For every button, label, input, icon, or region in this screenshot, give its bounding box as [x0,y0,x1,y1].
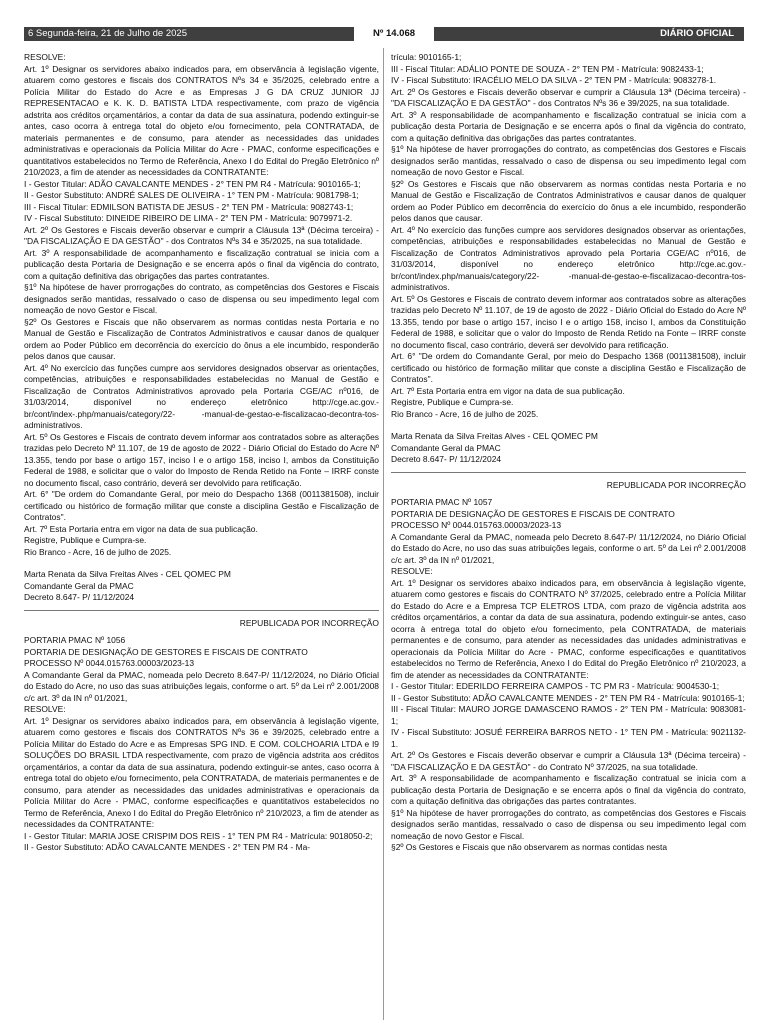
ordinance-title: PORTARIA DE DESIGNAÇÃO DE GESTORES E FISCAIS DE CONTRATO [24,646,308,657]
signature-block [391,431,746,466]
paragraph: Rio Branco - Acre, 16 de julho de 2025. [24,546,172,557]
paragraph: Art. 2º Os Gestores e Fiscais deverão observar e cumprir a Cláusula 13ª (Décima terceira) - "DA FISCALIZAÇÃO E DA GESTÃO" - dos Contratos Nºs 34 e 35/2025, na sua totalidade. [24,224,379,246]
process-number: PROCESSO Nº 0044.015763.00003/2023-13 [391,520,562,530]
paragraph: I - Gestor Titular: MARIA JOSE CRISPIM DOS REIS - 1° TEN PM R4 - Matrícula: 9018050-2; [24,830,373,841]
paragraph: Art. 5º Os Gestores e Fiscais de contrato devem informar aos contratados sobre as alterações trazidas pelo Decreto Nº 11.107, de 19 de agosto de 2022 - Diário Oficial do Estado do Acre Nº 13.355, tendo por base o artigo 157, inciso I e o artigo 158, inciso I, ambos da Constituição Federal de 1988, e solicitar que o valor do Imposto de Renda Retido na Fonte – IRRF conste no documento fiscal, caso contrário, deverá ser devolvido para retificação. [391,293,746,350]
paragraph: I - Gestor Titular: ADÃO CAVALCANTE MENDES - 2° TEN PM R4 - Matrícula: 9010165-1; [24,178,361,189]
signer-decree: Decreto 8.647- P/ 11/12/2024 [391,454,502,464]
process-number: PROCESSO Nº 0044.015763.00003/2023-13 [24,658,195,668]
signer-name: Marta Renata da Silva Freitas Alves - CEL QOMEC PM [24,569,231,579]
paragraph: Art. 4º No exercício das funções cumpre aos servidores designados observar as orientações, competências, atribuições e responsabilidades estabelecidas no Manual de Gestão e Fiscalização de Contratos Administrativos aprovado pela Portaria CGE/AC nº016, de 31/03/2014, disponível no endereço eletrônico http://cge.ac.gov.-br/cont/index.php/manuais/category/22- -manual-de-gestao-e-fiscalizacao-decontra-tos-administrativos. [391,224,746,292]
ordinance-title: PORTARIA DE DESIGNAÇÃO DE GESTORES E FISCAIS DE CONTRATO [391,508,675,519]
signer-role: Comandante Geral da PMAC [391,442,501,453]
paragraph: §1º Na hipótese de haver prorrogações do contrato, as competências dos Gestores e Fiscais designados serão mantidas, ressalvado o caso de dispensa ou seu impedimento legal com nomeação de novo Gestor e Fiscal. [391,807,746,841]
paragraph: Art. 3º A responsabilidade de acompanhamento e fiscalização contratual se inicia com a publicação desta Portaria de Designação e se encerra após o final da vigência do contrato, com a quitação definitiva das obrigações das partes contratantes. [391,109,746,143]
left-column [24,52,379,854]
paragraph: §2º Os Gestores e Fiscais que não observarem as normas contidas nesta Portaria e no Manual de Gestão e Fiscalização de Contratos Administrativos e causar danos de qualquer ordem ao Poder Público em decorrência do exercício do ônus a ele incumbido, responderão pelos danos que causar. [391,178,746,223]
column-divider [383,48,384,1020]
paragraph: §2º Os Gestores e Fiscais que não observarem as normas contidas nesta [391,842,668,852]
paragraph: Art. 7º Esta Portaria entra em vigor na data de sua publicação. [391,385,625,396]
paragraph: Art. 1º Designar os servidores abaixo indicados para, em observância à legislação vigente, atuarem como gestores e fiscais dos CONTRATOS Nºs 34 e 35/2025, celebrado entre a Polícia Militar do Estado do Acre e as Empresas J G DA CRUZ JUNIOR JJ REPRESENTACAO e K. K. D. BATISTA LTDA respectivamente, com prazo de vigência adstrita aos créditos orçamentários, a contar da data de sua assinatura, podendo extinguir-se antes, caso ocorra à entrega total do objeto e/ou fornecimento, pela CONTRATADA, de materiais permanentes e de consumo, para atender as necessidades das unidades administrativas e operacionais da Polícia Militar do Acre - PMAC, conforme especificações e quantitativos estabelecidos no Termo de Referência, Anexo I do Edital do Pregão Eletrônico nº 210/2023, a fim de atender as necessidades da CONTRATANTE: [24,63,379,177]
paragraph: III - Fiscal Titular: EDMILSON BATISTA DE JESUS - 2° TEN PM - Matrícula: 9082743-1; [24,201,354,212]
paragraph: III - Fiscal Titular: MAURO JORGE DAMASCENO RAMOS - 2° TEN PM - Matrícula: 9083081-1; [391,704,746,726]
signer-role: Comandante Geral da PMAC [24,580,134,591]
paragraph: III - Fiscal Titular: ADÁLIO PONTE DE SOUZA - 2° TEN PM - Matrícula: 9082433-1; [391,63,704,74]
journal-title: DIÁRIO OFICIAL [660,28,734,39]
paragraph: Rio Branco - Acre, 16 de julho de 2025. [391,408,539,419]
paragraph: Art. 1º Designar os servidores abaixo indicados para, em observância à legislação vigente, atuarem como gestores e fiscais do CONTRATO Nº 37/2025, celebrado entre a Polícia Militar do Estado do Acre e a Empresa TCP ELETROS LTDA, com prazo de vigência adstrita aos créditos orçamentários, a contar da data de sua assinatura, podendo extinguir-se antes, caso ocorra à entrega total do objeto e/ou fornecimento, pela CONTRATADA, de materiais permanentes e de consumo, para atender as necessidades das unidades administrativas e operacionais da Polícia Militar do Acre - PMAC, conforme especificações e quantitativos estabelecidos no Termo de Referência, Anexo I do Edital do Pregão Eletrônico nº 210/2023, a fim de atender as necessidades da CONTRATANTE: [391,577,746,680]
paragraph: RESOLVE: [391,566,433,576]
paragraph: IV - Fiscal Substituto: IRACÉLIO MELO DA SILVA - 2° TEN PM - Matrícula: 9083278-1. [391,75,717,85]
paragraph: A Comandante Geral da PMAC, nomeada pelo Decreto 8.647-P/ 11/12/2024, no Diário Oficial do Estado do Acre, no uso das suas atribuições legais, conforme o art. 5º da Lei nº 2.001/2008 c/c art. 3º da IN nº 01/2021, [24,669,379,703]
paragraph: IV - Fiscal Substituto: JOSUÉ FERREIRA BARROS NETO - 1° TEN PM - Matrícula: 9021132-1. [391,727,746,749]
paragraph: trícula: 9010165-1; [391,52,462,62]
page-header [24,27,744,41]
paragraph: Registre, Publique e Cumpra-se. [24,535,147,545]
paragraph: Art. 1º Designar os servidores abaixo indicados para, em observância à legislação vigente, atuarem como gestores e fiscais dos CONTRATOS Nºs 36 e 39/2025, celebrado entre a Polícia Militar do Estado do Acre e as Empresas SPG IND. E COM. COLCHOARIA LTDA e I9 SOLUÇÕES DO BRASIL LTDA respectivamente, com prazo de vigência adstrita aos créditos orçamentários, a contar da data de sua assinatura, podendo extinguir-se antes, caso ocorra à entrega total do objeto e/ou fornecimento, pela CONTRATADA, de materiais permanentes e de consumo, para atender as necessidades das unidades administrativas e operacionais da Polícia Militar do Acre - PMAC, conforme especificações e quantitativos estabelecidos no Termo de Referência, Anexo I do Edital do Pregão Eletrônico nº 210/2023, a fim de atender as necessidades da CONTRATANTE: [24,715,379,829]
paragraph: II - Gestor Substituto: ADÃO CAVALCANTE MENDES - 2° TEN PM R4 - Ma- [24,842,311,852]
signature-block [24,569,379,604]
paragraph: Art. 6° "De ordem do Comandante Geral, por meio do Despacho 1368 (0011381508), incluir certificado ou histórico de formação militar que conste a disciplina Gestão e Fiscalização de Contratos". [391,351,746,384]
paragraph: Art. 7º Esta Portaria entra em vigor na data de sua publicação. [24,523,258,534]
right-column [391,52,746,854]
paragraph: II - Gestor Substituto: ANDRÉ SALES DE OLIVEIRA - 1° TEN PM - Matrícula: 9081798-1; [24,190,359,200]
paragraph: IV - Fiscal Substituto: DINEIDE RIBEIRO DE LIMA - 2° TEN PM - Matrícula: 9079971-2. [24,213,353,223]
paragraph: RESOLVE: [24,704,66,714]
paragraph: §2º Os Gestores e Fiscais que não observarem as normas contidas nesta Portaria e no Manual de Gestão e Fiscalização de Contratos Administrativos e causar danos de qualquer ordem ao Poder Público em decorrência do exercício do ônus a ele incumbido, responderão pelos danos que causar. [24,316,379,361]
republished-label: REPUBLICADA POR INCORREÇÃO [606,479,746,490]
signer-decree: Decreto 8.647- P/ 11/12/2024 [24,592,135,602]
paragraph: §1º Na hipótese de haver prorrogações do contrato, as competências dos Gestores e Fiscais designados serão mantidas, ressalvado o caso de dispensa ou seu impedimento legal com nomeação de novo Gestor e Fiscal. [391,144,746,177]
paragraph: RESOLVE: [24,52,66,62]
paragraph: Art. 2º Os Gestores e Fiscais deverão observar e cumprir a Cláusula 13ª (Décima terceira) - "DA FISCALIZAÇÃO E DA GESTÃO" - dos Contratos Nºs 36 e 39/2025, na sua totalidade. [391,86,746,108]
paragraph: Art. 5º Os Gestores e Fiscais de contrato devem informar aos contratados sobre as alterações trazidas pelo Decreto Nº 11.107, de 19 de agosto de 2022 - Diário Oficial do Estado do Acre Nº 13.355, tendo por base o artigo 157, inciso I e o artigo 158, inciso I, ambos da Constituição Federal de 1988, e solicitar que o valor do Imposto de Renda Retido na Fonte – IRRF conste no documento fiscal, caso contrário, deverá ser devolvido para retificação. [24,431,379,488]
ordinance-body-a [24,52,379,558]
paragraph: Registre, Publique e Cumpra-se. [391,397,514,407]
ordinance-number: PORTARIA PMAC Nº 1056 [24,635,126,645]
signer-name: Marta Renata da Silva Freitas Alves - CEL QOMEC PM [391,431,598,441]
paragraph: II - Gestor Substituto: ADÃO CAVALCANTE MENDES - 2° TEN PM R4 - Matrícula: 9010165-1; [391,692,745,703]
paragraph: Art. 3º A responsabilidade de acompanhamento e fiscalização contratual se inicia com a publicação desta Portaria de Designação e se encerra após o final da vigência do contrato, com a quitação definitiva das obrigações das partes contratantes. [391,773,746,806]
ordinance-1056 [24,635,379,854]
paragraph: A Comandante Geral da PMAC, nomeada pelo Decreto 8.647-P/ 11/12/2024, no Diário Oficial do Estado do Acre, no uso das suas atribuições legais, conforme o art. 5º da Lei nº 2.001/2008 c/c art. 3º da IN nº 01/2021, [391,531,746,565]
edition-number: Nº 14.068 [354,27,434,41]
paragraph: Art. 2º Os Gestores e Fiscais deverão observar e cumprir a Cláusula 13ª (Décima terceira) - "DA FISCALIZAÇÃO E DA GESTÃO" - do Contrato Nº 37/2025, na sua totalidade. [391,750,746,772]
paragraph: Art. 4º No exercício das funções cumpre aos servidores designados observar as orientações, competências, atribuições e responsabilidades estabelecidas no Manual de Gestão e Fiscalização de Contratos Administrativos aprovado pela Portaria CGE/AC nº016, de 31/03/2014, disponível no endereço eletrônico http://cge.ac.gov.-br/cont/index-.php/manuais/category/22- -manual-de-gestao-e-fiscalizacao-decontra-tos-administrativos. [24,362,379,430]
paragraph: §1º Na hipótese de haver prorrogações do contrato, as competências dos Gestores e Fiscais designados serão mantidas, ressalvado o caso de dispensa ou seu impedimento legal com nomeação de novo Gestor e Fiscal. [24,282,379,315]
paragraph: Art. 3º A responsabilidade de acompanhamento e fiscalização contratual se inicia com a publicação desta Portaria de Designação e se encerra após o final da vigência do contrato, com a quitação definitiva das obrigações das partes contratantes. [24,247,379,281]
ordinance-1057 [391,497,746,854]
ordinance-number: PORTARIA PMAC Nº 1057 [391,497,493,507]
ordinance-body-b [391,52,746,420]
section-divider [391,472,746,473]
republished-label: REPUBLICADA POR INCORREÇÃO [239,617,379,628]
paragraph: I - Gestor Titular: EDERILDO FERREIRA CAMPOS - TC PM R3 - Matrícula: 9004530-1; [391,681,720,691]
paragraph: Art. 6° "De ordem do Comandante Geral, por meio do Despacho 1368 (0011381508), incluir certificado ou histórico de formação militar que conste a disciplina Gestão e Fiscalização de Contratos". [24,489,379,522]
section-divider [24,610,379,611]
page-date: 6 Segunda-feira, 21 de Julho de 2025 [28,28,187,39]
